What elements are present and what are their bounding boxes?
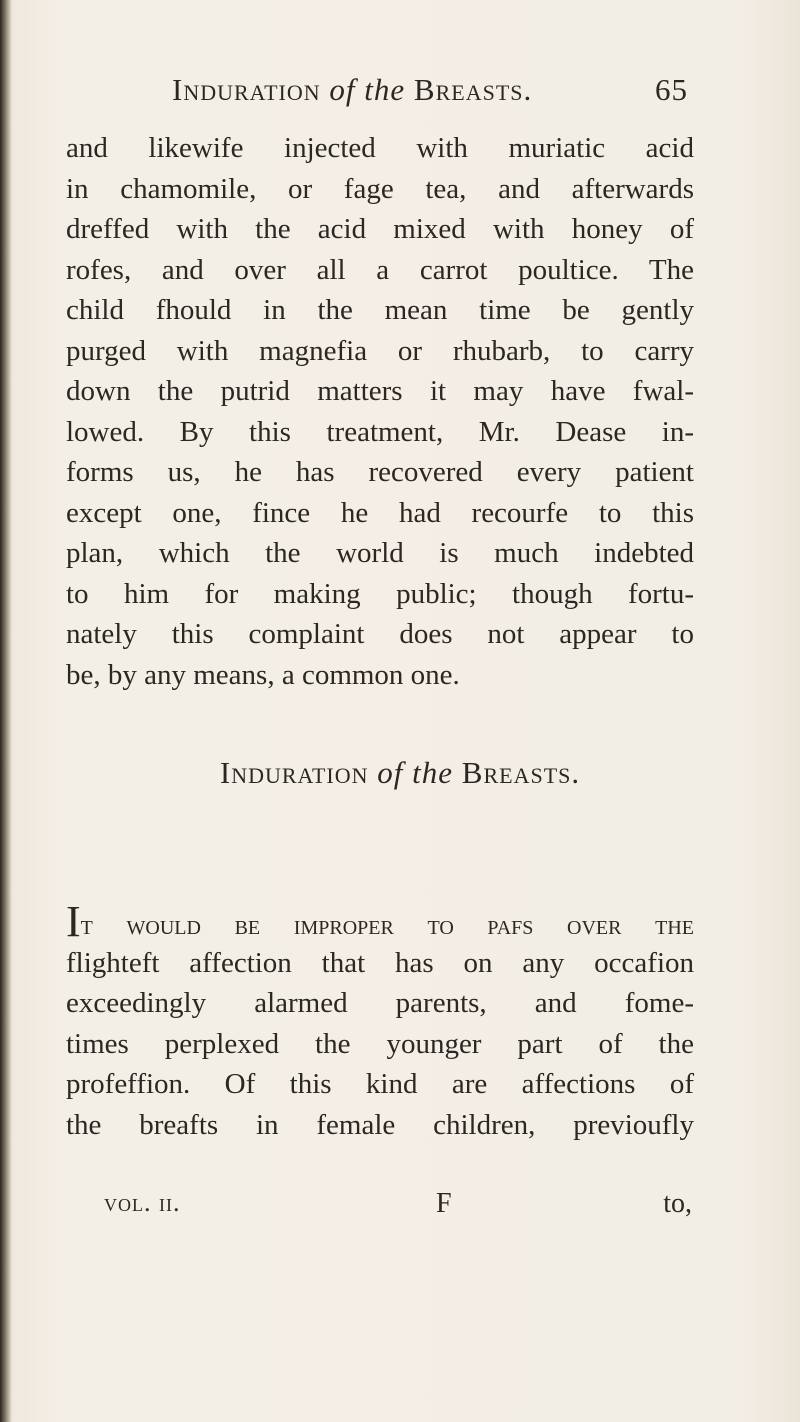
paragraph-continued	[66, 128, 694, 695]
text-line: profeffion. Of this kind are affections of	[66, 1068, 694, 1100]
first-line-text: t would be improper to pafs over the	[80, 909, 694, 941]
text-line: flighteft affection that has on any occafion	[66, 946, 694, 979]
running-title-word-1: Induration	[172, 72, 321, 107]
running-title	[172, 72, 532, 108]
paragraph-new-section	[66, 897, 694, 1145]
signature-mark: F	[436, 1188, 452, 1219]
running-title-connector: of the	[329, 72, 406, 107]
section-heading-connector: of the	[377, 755, 454, 790]
page-footer	[66, 1188, 692, 1228]
section-heading-word-1: Induration	[219, 755, 369, 790]
text-line: the breafts in female children, previoufly	[66, 1108, 694, 1141]
catchword: to,	[663, 1188, 692, 1219]
text-line: dreffed with the acid mixed with honey of	[66, 213, 694, 245]
volume-marker: vol. ii.	[104, 1188, 181, 1217]
page-number: 65	[655, 72, 688, 107]
text-line: times perplexed the younger part of the	[66, 1027, 694, 1060]
text-line: forms us, he has recovered every patient	[66, 456, 694, 488]
text-line: rofes, and over all a carrot poultice. The	[66, 253, 694, 286]
book-gutter-shadow	[0, 0, 12, 1422]
text-line: purged with magnefia or rhubarb, to carry	[66, 334, 694, 367]
text-line: to him for making public; though fortu-	[66, 577, 694, 610]
text-line-first	[66, 897, 694, 946]
text-line: except one, fince he had recourfe to this	[66, 496, 694, 529]
section-heading	[0, 755, 800, 791]
section-heading-word-2: Breasts.	[461, 755, 581, 790]
text-line: be, by any means, a common one.	[66, 658, 460, 691]
text-line: in chamomile, or fage tea, and afterwards	[66, 172, 694, 205]
text-line: child fhould in the mean time be gently	[66, 294, 694, 326]
text-line: lowed. By this treatment, Mr. Dease in-	[66, 415, 694, 448]
text-line: exceedingly alarmed parents, and fome-	[66, 987, 694, 1019]
text-line: plan, which the world is much indebted	[66, 537, 694, 569]
running-title-word-2: Breasts.	[413, 72, 533, 107]
text-line: nately this complaint does not appear to	[66, 618, 694, 650]
text-line: and likewife injected with muriatic acid	[66, 132, 694, 164]
running-header	[172, 72, 692, 112]
drop-cap: I	[66, 897, 81, 946]
text-line: down the putrid matters it may have fwal-	[66, 375, 694, 407]
